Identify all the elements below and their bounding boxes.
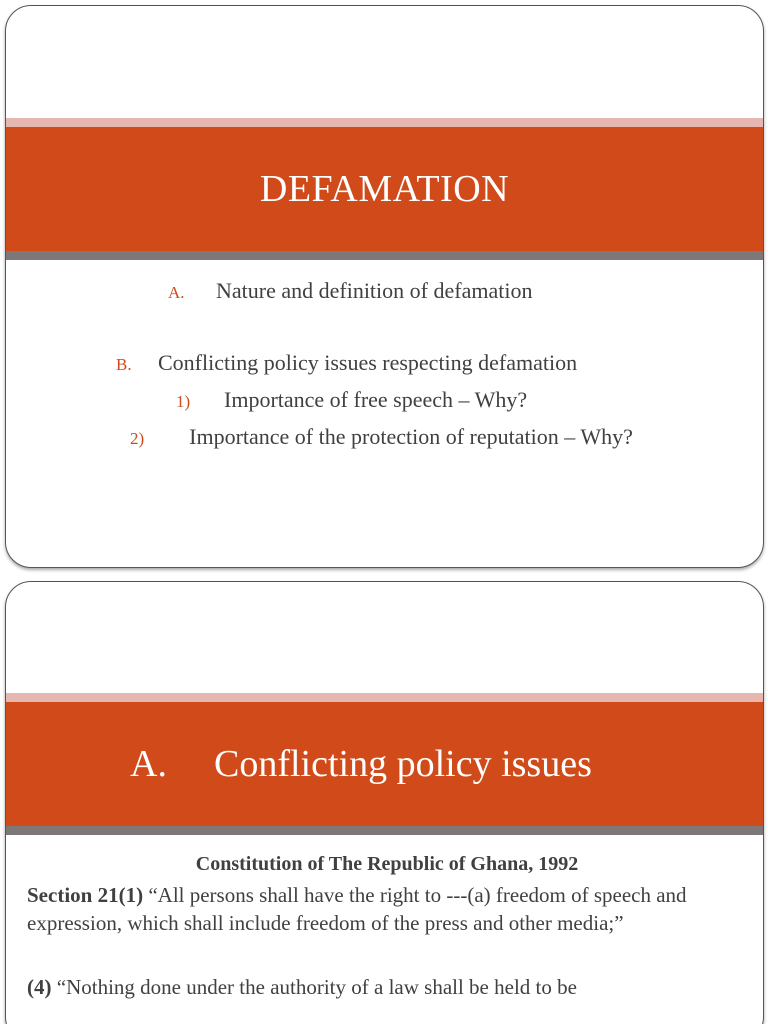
slide-body	[27, 850, 747, 1024]
section-label: Section 21(1)	[27, 883, 144, 907]
outline-item-text: Nature and definition of defamation	[216, 278, 533, 303]
slide-title-text: Conflicting policy issues	[214, 743, 592, 785]
subsection-label: (4)	[27, 975, 52, 999]
slide-title: DEFAMATION	[259, 168, 510, 210]
section-text: “All persons shall have the right to ---(a) freedom of speech and expression, which shall include freedom of the press and other media;”	[27, 883, 687, 935]
title-band-shadow	[6, 826, 763, 835]
title-band	[6, 127, 763, 251]
subsection-text: “Nothing done under the authority of a law shall be held to be	[51, 975, 577, 999]
section-21-paragraph	[27, 881, 747, 937]
title-band-highlight	[6, 693, 763, 702]
outline-subitem-1	[176, 387, 527, 413]
outline-item-a	[168, 278, 532, 304]
slide-defamation-outline	[5, 5, 764, 568]
outline-item-b	[116, 350, 577, 376]
outline-marker: 1)	[176, 392, 191, 411]
outline-marker: 2)	[130, 429, 145, 448]
title-band-highlight	[6, 118, 763, 127]
slide-title	[130, 742, 592, 786]
outline-marker: A.	[168, 283, 185, 302]
title-band	[6, 702, 763, 826]
slide-title-marker: A.	[130, 743, 167, 785]
title-band-shadow	[6, 251, 763, 260]
subsection-4-paragraph	[27, 973, 747, 1001]
outline-item-text: Importance of free speech – Why?	[224, 387, 528, 412]
outline-item-text: Importance of the protection of reputation – Why?	[189, 424, 633, 449]
outline-item-text: Conflicting policy issues respecting defamation	[158, 350, 578, 375]
constitution-heading: Constitution of The Republic of Ghana, 1992	[195, 853, 579, 875]
outline-marker: B.	[116, 355, 132, 374]
outline-subitem-2	[130, 424, 646, 452]
slide-conflicting-policy	[5, 581, 764, 1024]
